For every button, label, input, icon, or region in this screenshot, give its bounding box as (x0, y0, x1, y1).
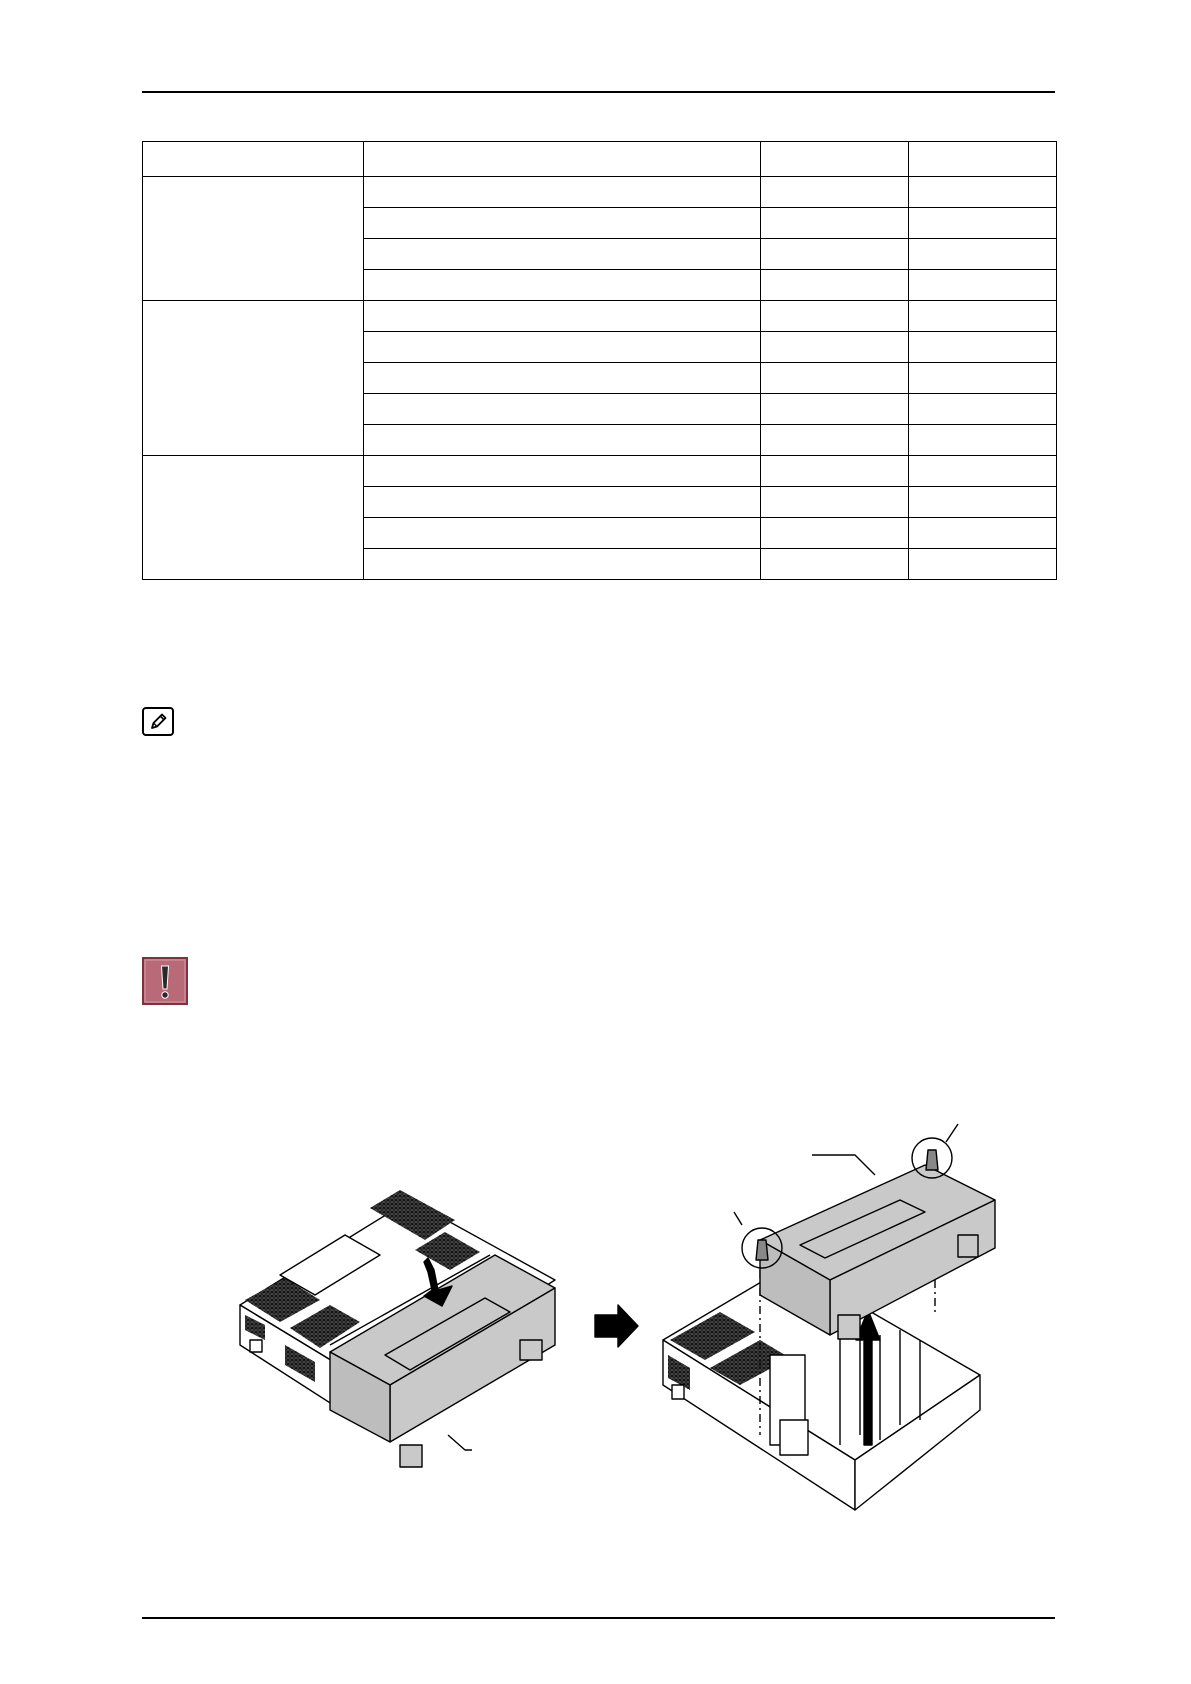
table-row (143, 177, 1057, 208)
specification-table (142, 141, 1057, 580)
table-cell (364, 363, 761, 394)
table-cell (909, 332, 1057, 363)
table-cell (364, 549, 761, 580)
table-cell (761, 301, 909, 332)
table-header-cell (909, 142, 1057, 177)
table-cell (909, 456, 1057, 487)
table-cell (761, 518, 909, 549)
table-cell (761, 363, 909, 394)
table-cell (761, 332, 909, 363)
header-rule (142, 91, 1055, 93)
table-group-cell (143, 177, 364, 301)
table-body (143, 177, 1057, 580)
table-cell (364, 332, 761, 363)
table-group-cell (143, 456, 364, 580)
table-cell (909, 177, 1057, 208)
table-cell (909, 425, 1057, 456)
table-cell (761, 177, 909, 208)
table-cell (909, 549, 1057, 580)
table-cell (909, 301, 1057, 332)
table-cell (909, 208, 1057, 239)
table-row (143, 456, 1057, 487)
table-cell (909, 394, 1057, 425)
caution-exclamation-icon (142, 957, 188, 1005)
table-cell (364, 208, 761, 239)
table-header-row (143, 142, 1057, 177)
table-cell (761, 487, 909, 518)
table-cell (364, 239, 761, 270)
unit-removal-figure (0, 1100, 1191, 1520)
table-cell (364, 394, 761, 425)
table-cell (909, 518, 1057, 549)
table-cell (364, 425, 761, 456)
table-cell (761, 549, 909, 580)
table-cell (364, 487, 761, 518)
table-group-cell (143, 301, 364, 456)
table-cell (909, 487, 1057, 518)
table-cell (364, 301, 761, 332)
table-cell (761, 456, 909, 487)
table-header-cell (364, 142, 761, 177)
table-cell (364, 270, 761, 301)
table-cell (761, 425, 909, 456)
table-cell (761, 270, 909, 301)
footer-rule (142, 1617, 1055, 1619)
table-cell (761, 208, 909, 239)
table-header-cell (143, 142, 364, 177)
right-arrow-icon (595, 1305, 638, 1347)
table-cell (364, 456, 761, 487)
table-cell (909, 270, 1057, 301)
table-cell (761, 394, 909, 425)
table-cell (909, 239, 1057, 270)
table-cell (761, 239, 909, 270)
note-pencil-icon (142, 707, 174, 736)
table-cell (364, 518, 761, 549)
table-header-cell (761, 142, 909, 177)
table-cell (909, 363, 1057, 394)
table-cell (364, 177, 761, 208)
table-row (143, 301, 1057, 332)
